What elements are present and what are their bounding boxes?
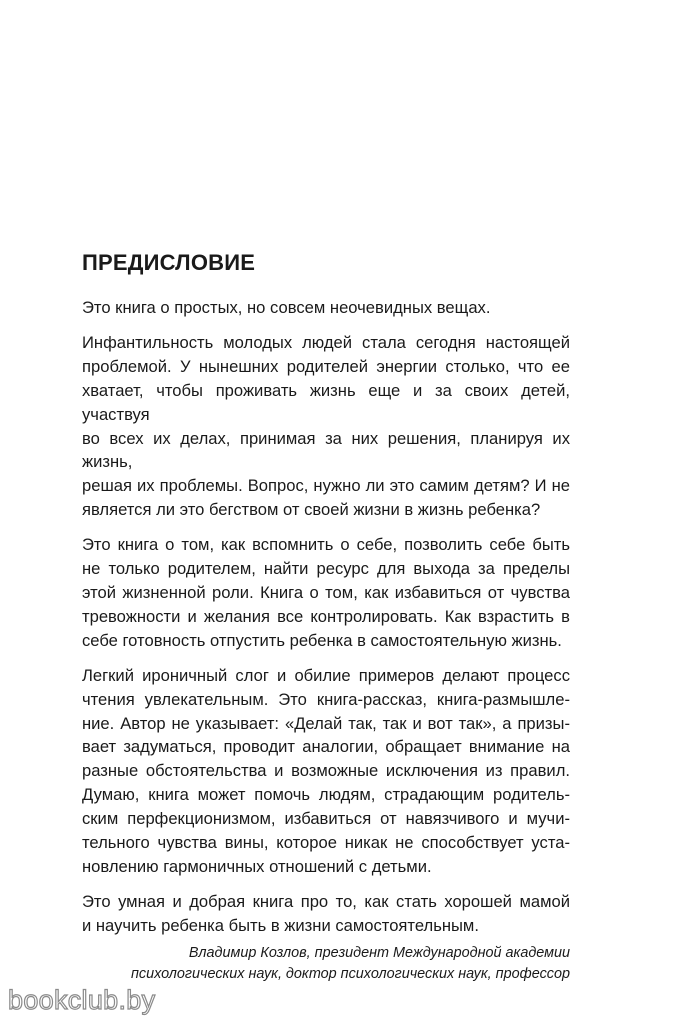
text-line: ским перфекционизмом, избавиться от навязчивого и мучи- [82, 809, 570, 829]
paragraph-1 [82, 296, 570, 320]
text-line: тревожности и желания все контролировать. Как взрастить в [82, 606, 570, 626]
text-line: чтения увлекательным. Это книга-рассказ, книга-размышле- [82, 689, 570, 709]
text-line: ние. Автор не указывает: «Делай так, так и вот так», а призы- [82, 713, 570, 733]
watermark: bookclub.by [8, 985, 156, 1015]
text-line: Инфантильность молодых людей стала сегодня настоящей [82, 332, 570, 352]
text-line: проблемой. У нынешних родителей энергии столько, что ее [82, 356, 570, 376]
text-line: не только родителем, найти ресурс для выхода за пределы [82, 559, 570, 579]
attribution-line: Владимир Козлов, президент Международной академии [188, 944, 570, 961]
text-line: и научить ребенка быть в жизни самостоятельным. [82, 915, 479, 935]
text-line: во всех их делах, принимая за них решения, планируя их жизнь, [82, 428, 570, 472]
text-line: решая их проблемы. Вопрос, нужно ли это самим детям? И не [82, 476, 570, 496]
text-line: Это книга о простых, но совсем неочевидных вещах. [82, 298, 491, 317]
text-line: этой жизненной роли. Книга о том, как избавиться от чувства [82, 582, 570, 602]
paragraph-5 [82, 890, 570, 938]
paragraph-4 [82, 664, 570, 879]
text-line: тельного чувства вины, которое никак не способствует уста- [82, 833, 570, 853]
paragraph-2 [82, 331, 570, 522]
attribution-line: психологических наук, доктор психологических наук, профессор [130, 965, 570, 982]
text-line: Это книга о том, как вспомнить о себе, позволить себе быть [82, 535, 570, 555]
text-line: новлению гармоничных отношений с детьми. [82, 856, 432, 876]
text-line: Думаю, книга может помочь людям, страдающим родитель- [82, 785, 570, 805]
page-title: ПРЕДИСЛОВИЕ [82, 250, 256, 275]
text-line: Легкий ироничный слог и обилие примеров делают процесс [82, 665, 570, 685]
text-line: хватает, чтобы проживать жизнь еще и за своих детей, участвуя [82, 380, 570, 424]
text-line: разные обстоятельства и возможные исключения из правил. [82, 761, 570, 781]
attribution [82, 943, 570, 985]
text-line: вает задуматься, проводит аналогии, обращает внимание на [82, 737, 570, 757]
paragraph-3 [82, 533, 570, 653]
text-line: Это умная и добрая книга про то, как стать хорошей мамой [82, 891, 570, 911]
preface-text [82, 296, 570, 985]
text-line: является ли это бегством от своей жизни в жизнь ребенка? [82, 500, 541, 520]
text-line: себе готовность отпустить ребенка в самостоятельную жизнь. [82, 630, 562, 650]
